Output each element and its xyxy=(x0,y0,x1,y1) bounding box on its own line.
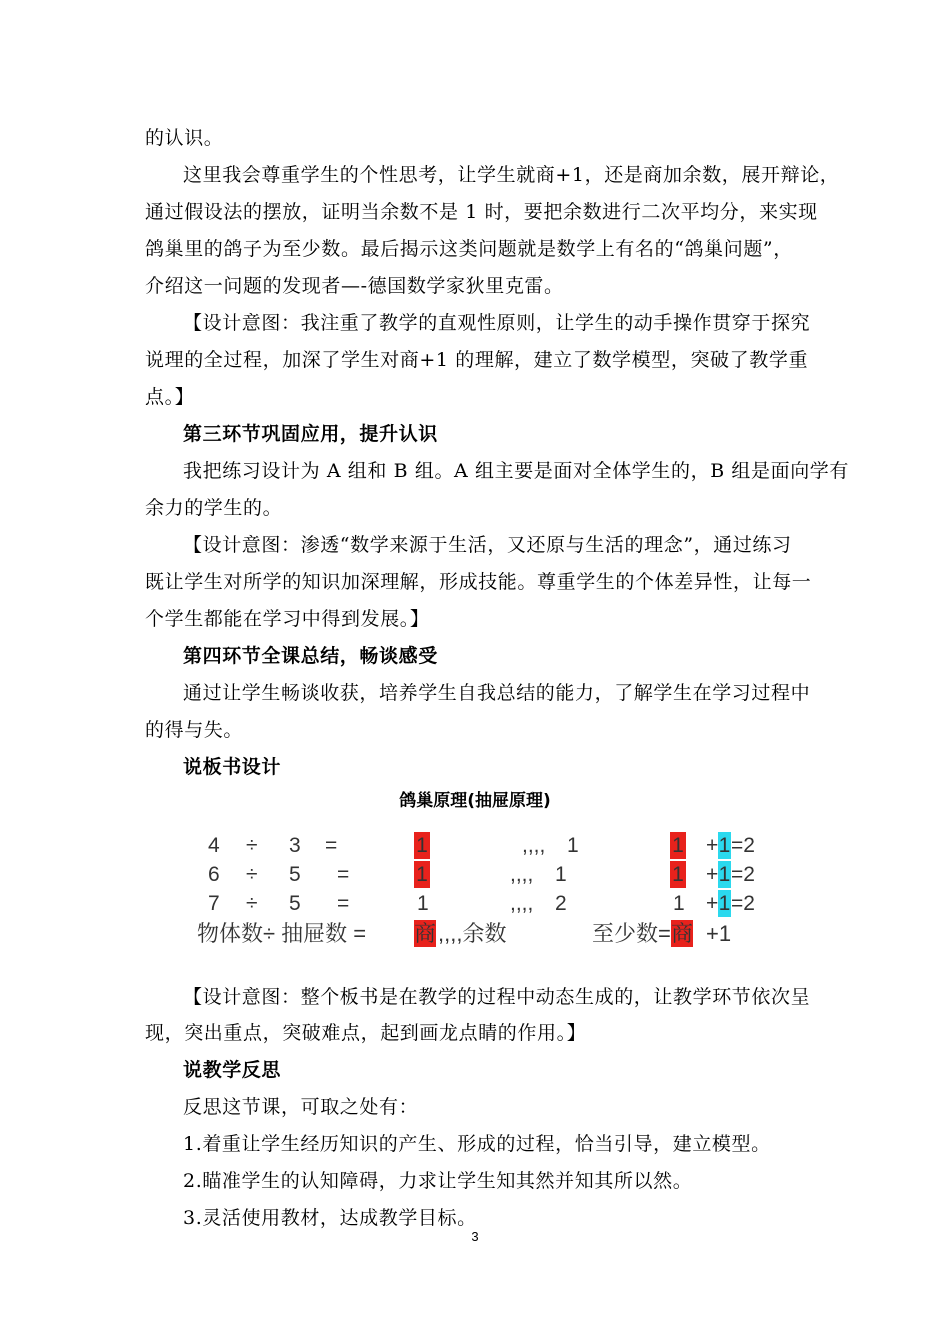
quotient: 1 xyxy=(673,892,685,915)
list-item: 2.瞄准学生的认知障碍，力求让学生知其然并知其所以然。 xyxy=(183,1170,693,1192)
text-line: 既让学生对所学的知识加深理解，形成技能。尊重学生的个体差异性，让每一 xyxy=(145,571,812,593)
one-highlight: 1 xyxy=(718,863,731,886)
text-line: 这里我会尊重学生的个性思考，让学生就商+1，还是商加余数，展开辩论， xyxy=(183,164,840,186)
formula-least: 至少数= xyxy=(592,921,671,946)
result: =2 xyxy=(731,892,755,915)
dividend: 4 xyxy=(208,834,220,857)
text-line: 点。】 xyxy=(145,386,195,408)
divide-sign: ÷ xyxy=(246,863,258,886)
dots: ,,,, xyxy=(510,892,534,915)
text-line: 【设计意图：整个板书是在教学的过程中动态生成的，让教学环节依次呈 xyxy=(183,986,811,1008)
plus-sign: + xyxy=(706,863,719,886)
quotient-highlight: 1 xyxy=(414,832,430,859)
quotient: 1 xyxy=(417,892,429,915)
divisor: 3 xyxy=(289,834,301,857)
result: =2 xyxy=(731,863,755,886)
formula-left: 物体数÷ 抽屉数 = xyxy=(197,921,367,946)
section-heading: 第三环节巩固应用，提升认识 xyxy=(183,423,438,445)
text-line: 说理的全过程，加深了学生对商+1 的理解，建立了数学模型，突破了教学重 xyxy=(145,349,809,371)
remainder: 1 xyxy=(555,863,567,886)
section-heading: 说教学反思 xyxy=(183,1059,282,1081)
text-line: 余力的学生的。 xyxy=(145,497,283,519)
formula-remainder: ,,,,余数 xyxy=(438,921,507,946)
quotient-highlight: 1 xyxy=(670,832,686,859)
text-line: 个学生都能在学习中得到发展。】 xyxy=(145,608,430,630)
text-line: 鸽巢里的鸽子为至少数。最后揭示这类问题就是数学上有名的“鸽巢问题”， xyxy=(145,238,793,260)
quotient-highlight: 1 xyxy=(414,861,430,888)
text-line: 的得与失。 xyxy=(145,719,244,741)
board-title: 鸽巢原理(抽屉原理) xyxy=(399,791,551,811)
text-line: 现，突出重点，突破难点，起到画龙点睛的作用。】 xyxy=(145,1022,587,1044)
text-line: 介绍这一问题的发现者—-德国数学家狄里克雷。 xyxy=(145,275,564,297)
text-line: 我把练习设计为 A 组和 B 组。A 组主要是面对全体学生的，B 组是面向学有 xyxy=(183,460,850,482)
dots: ,,,, xyxy=(510,863,534,886)
text-line: 【设计意图：渗透“数学来源于生活，又还原与生活的理念”，通过练习 xyxy=(183,534,792,556)
list-item: 1.着重让学生经历知识的产生、形成的过程，恰当引导，建立模型。 xyxy=(183,1133,771,1155)
formula-quotient: 商 xyxy=(414,921,437,946)
dividend: 7 xyxy=(208,892,220,915)
page-number: 3 xyxy=(471,1229,479,1244)
divisor: 5 xyxy=(289,863,301,886)
formula-quotient: 商 xyxy=(671,921,694,946)
dividend: 6 xyxy=(208,863,220,886)
one-highlight: 1 xyxy=(718,892,731,915)
plus-sign: + xyxy=(706,834,719,857)
equals-sign: = xyxy=(337,863,350,886)
result: =2 xyxy=(731,834,755,857)
dots: ,,,, xyxy=(522,834,546,857)
text-line: 通过假设法的摆放，证明当余数不是 1 时，要把余数进行二次平均分，来实现 xyxy=(145,201,818,223)
quotient-highlight: 1 xyxy=(670,861,686,888)
section-heading: 第四环节全课总结，畅谈感受 xyxy=(183,645,438,667)
formula-plus-one: +1 xyxy=(706,921,732,946)
remainder: 2 xyxy=(555,892,567,915)
equals-sign: = xyxy=(325,834,338,857)
text-line: 反思这节课，可取之处有： xyxy=(183,1096,419,1118)
equals-sign: = xyxy=(337,892,350,915)
text-line: 通过让学生畅谈收获，培养学生自我总结的能力，了解学生在学习过程中 xyxy=(183,682,811,704)
text-line: 的认识。 xyxy=(145,127,224,149)
divide-sign: ÷ xyxy=(246,892,258,915)
list-item: 3.灵活使用教材，达成教学目标。 xyxy=(183,1207,477,1229)
plus-sign: + xyxy=(706,892,719,915)
divide-sign: ÷ xyxy=(246,834,258,857)
board-design xyxy=(0,826,950,956)
divisor: 5 xyxy=(289,892,301,915)
text-line: 【设计意图：我注重了教学的直观性原则，让学生的动手操作贯穿于探究 xyxy=(183,312,811,334)
one-highlight: 1 xyxy=(718,834,731,857)
remainder: 1 xyxy=(567,834,579,857)
section-heading: 说板书设计 xyxy=(183,756,282,778)
